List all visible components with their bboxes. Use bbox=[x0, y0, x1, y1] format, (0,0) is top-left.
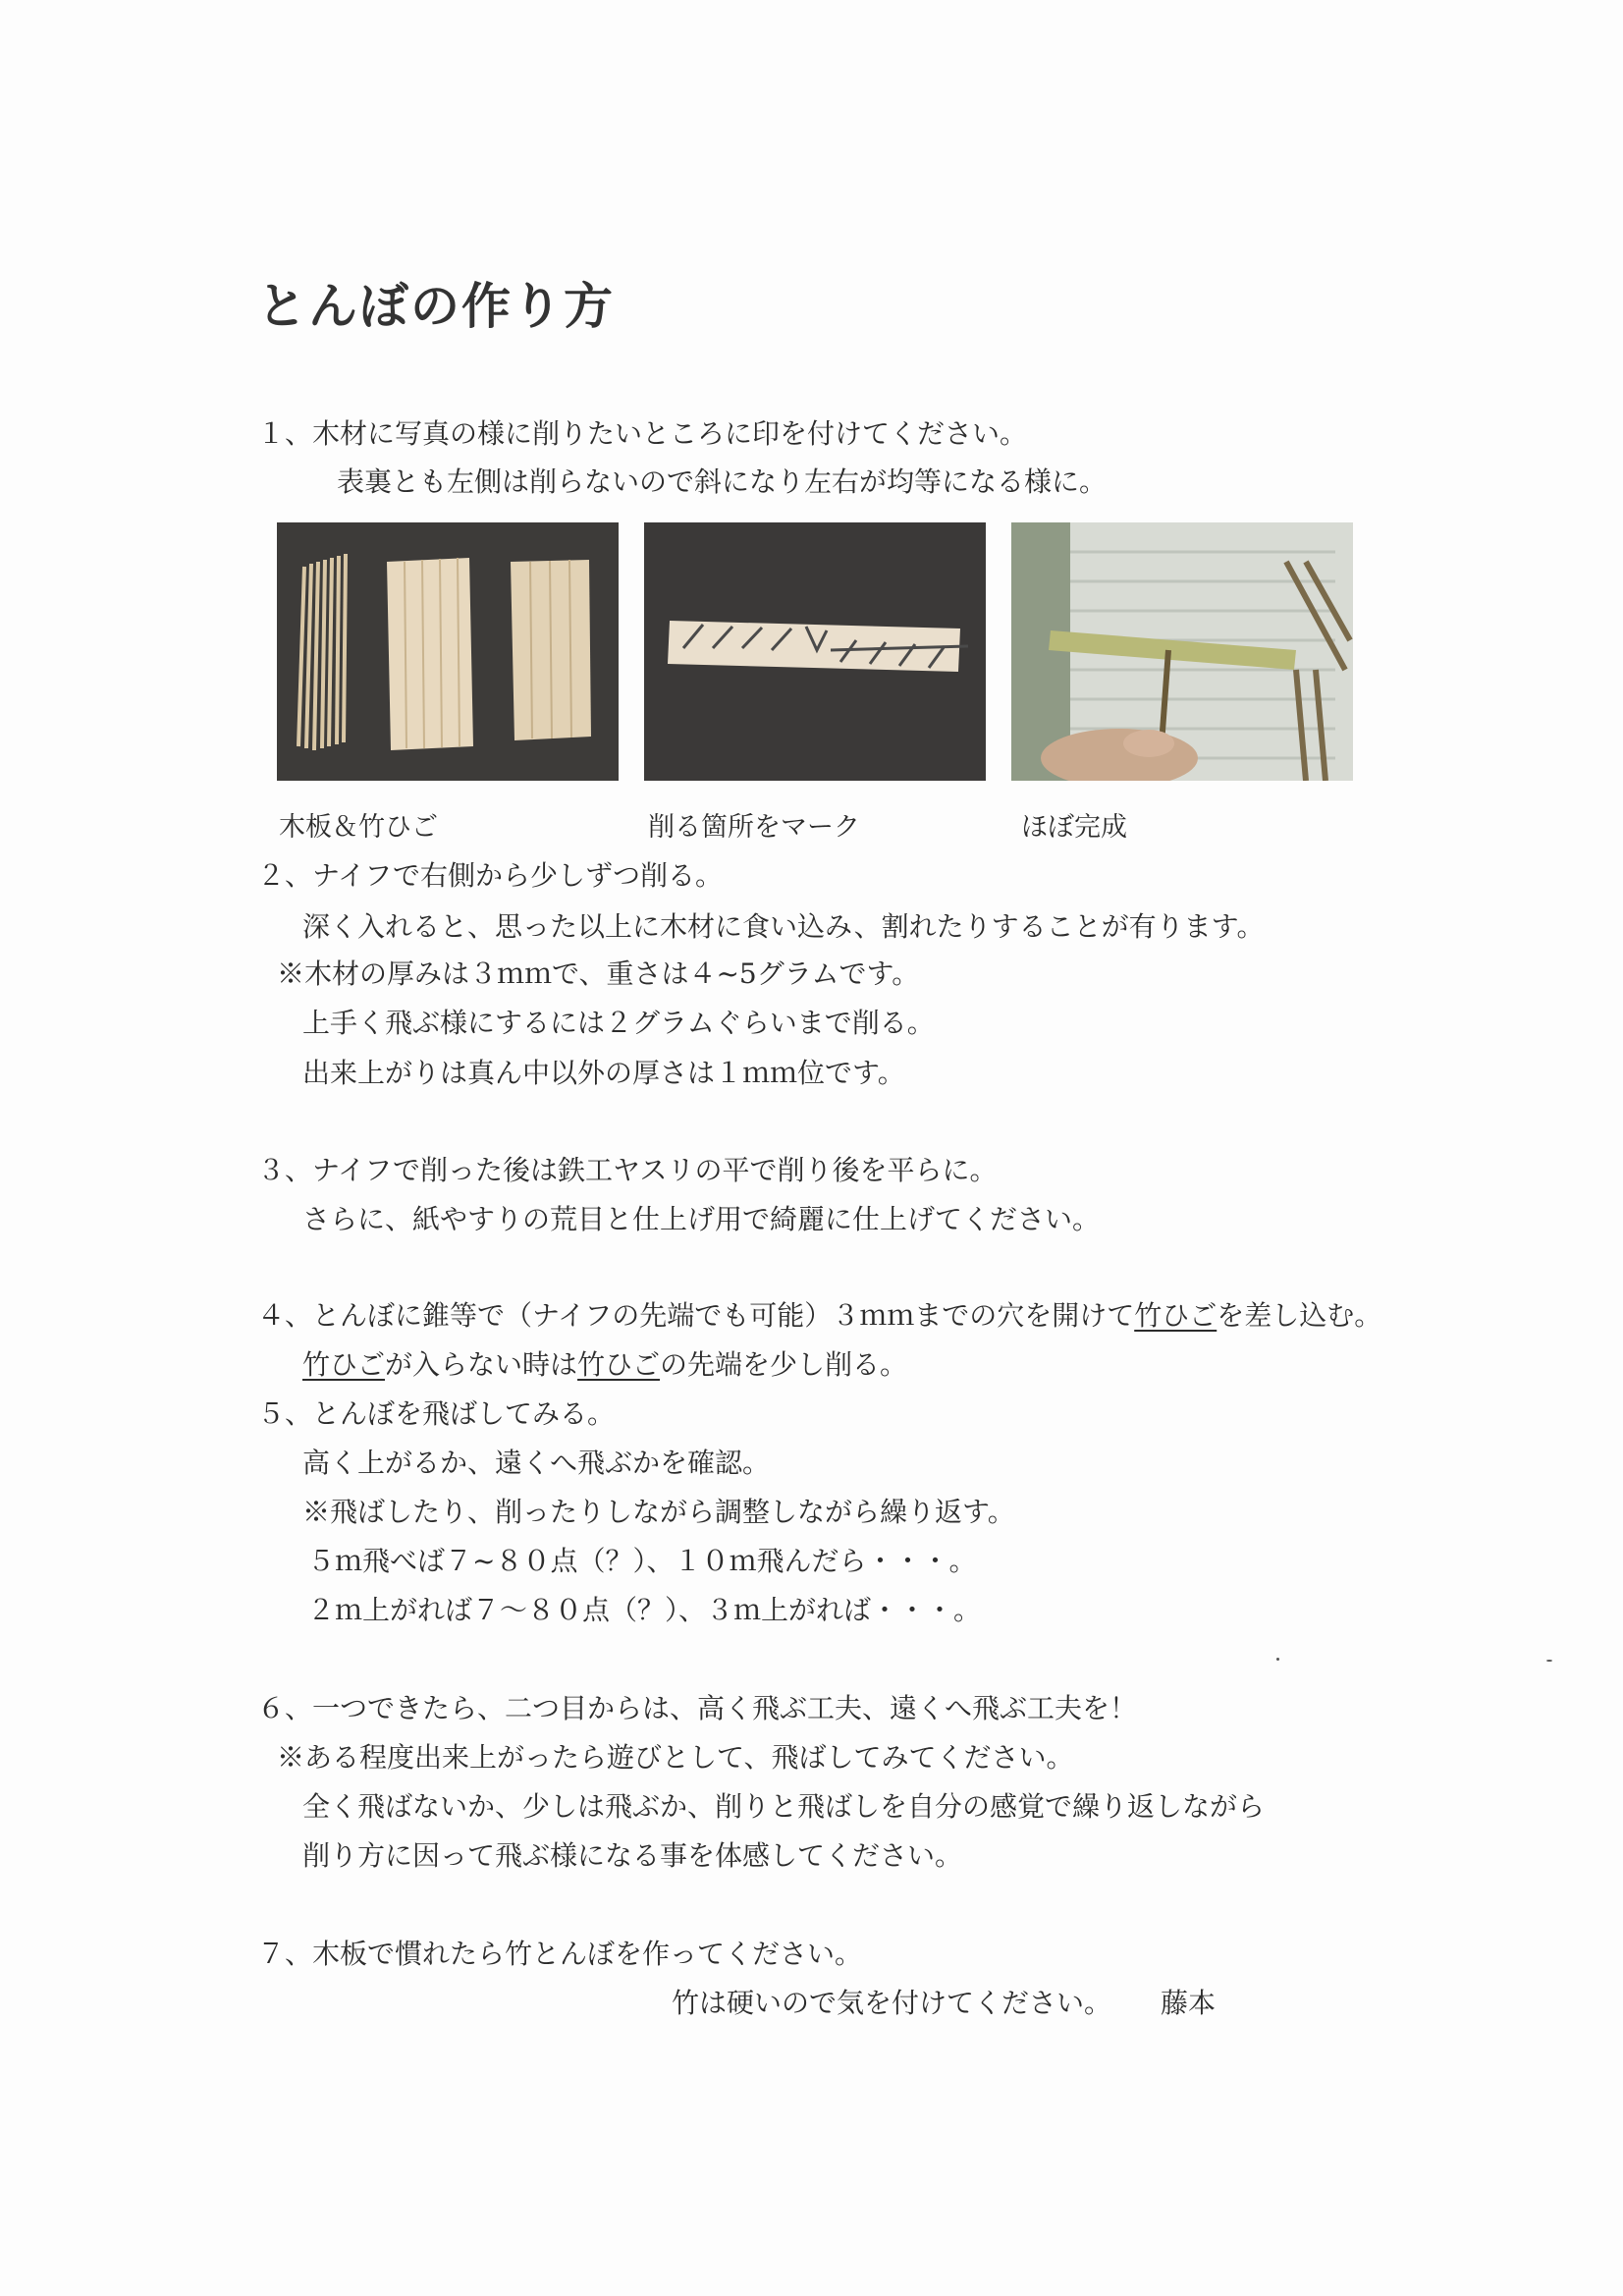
photo-caption-2: 削る箇所をマーク bbox=[648, 812, 860, 843]
step4-underlined-term: 竹ひご bbox=[1134, 1299, 1217, 1332]
step1-line2: 表裏とも左側は削らないので斜になり左右が均等になる様に。 bbox=[337, 465, 1108, 498]
scan-speck bbox=[1546, 1660, 1552, 1662]
step2-line5: 出来上がりは真ん中以外の厚さは１ｍｍ位です。 bbox=[302, 1057, 905, 1089]
author-name: 藤本 bbox=[1161, 1987, 1217, 2019]
step2-line2: 深く入れると、思った以上に木材に食い込み、割れたりすることが有ります。 bbox=[302, 910, 1265, 943]
step2-line4: 上手く飛ぶ様にするには２グラムぐらいまで削る。 bbox=[302, 1007, 935, 1039]
step5-line3: ※飛ばしたり、削ったりしながら調整しながら繰り返す。 bbox=[302, 1496, 1015, 1528]
nearly-finished-dragonfly-photo bbox=[1011, 522, 1353, 781]
step3-line1: ３、ナイフで削った後は鉄工ヤスリの平で削り後を平らに。 bbox=[257, 1154, 998, 1186]
step6-line2: ※ある程度出来上がったら遊びとして、飛ばしてみてください。 bbox=[277, 1741, 1074, 1774]
step4-underlined-term: 竹ひご bbox=[577, 1348, 661, 1381]
scan-speck bbox=[1276, 1658, 1279, 1661]
step7-line2: 竹は硬いので気を付けてください。 bbox=[672, 1987, 1112, 2019]
step2-line3: ※木材の厚みは３ｍｍで、重さは４~5グラムです。 bbox=[277, 957, 920, 990]
step6-line1: ６、一つできたら、二つ目からは、高く飛ぶ工夫、遠くへ飛ぶ工夫を！ bbox=[257, 1692, 1138, 1724]
step6-line4: 削り方に因って飛ぶ様になる事を体感してください。 bbox=[302, 1839, 963, 1872]
step5-line2: 高く上がるか、遠くへ飛ぶかを確認。 bbox=[302, 1447, 771, 1479]
step4-line2-text-b: の先端を少し削る。 bbox=[660, 1348, 908, 1381]
step4-line2-text-a: が入らない時は bbox=[385, 1348, 578, 1381]
photo-caption-3: ほぼ完成 bbox=[1021, 812, 1127, 843]
step5-line1: ５、とんぼを飛ばしてみる。 bbox=[257, 1397, 616, 1430]
step4-line1 bbox=[257, 1294, 1381, 1334]
step4-line1-text-a: ４、とんぼに錐等で（ナイフの先端でも可能）３ｍｍまでの穴を開けて bbox=[257, 1299, 1135, 1332]
step2-line1: ２、ナイフで右側から少しずつ削る。 bbox=[257, 859, 724, 892]
step5-line5: ２ｍ上がれば７～８０点（？）、３ｍ上がれば・・・。 bbox=[307, 1594, 982, 1626]
step4-line1-text-b: を差し込む。 bbox=[1217, 1299, 1382, 1332]
step1-line1: １、木材に写真の様に削りたいところに印を付けてください。 bbox=[257, 417, 1028, 450]
step4-line2 bbox=[302, 1343, 907, 1383]
step3-line2: さらに、紙やすりの荒目と仕上げ用で綺麗に仕上げてください。 bbox=[302, 1203, 1101, 1235]
marked-board-photo bbox=[644, 522, 986, 781]
photo-caption-1: 木板＆竹ひご bbox=[279, 812, 438, 843]
step5-line4: ５ｍ飛べば７~８０点（？）、１０ｍ飛んだら・・・。 bbox=[307, 1545, 977, 1577]
step7-line1: ７、木板で慣れたら竹とんぼを作ってください。 bbox=[257, 1938, 863, 1970]
wood-boards-and-bamboo-sticks-photo bbox=[277, 522, 619, 781]
page-title: とんぼの作り方 bbox=[257, 277, 615, 335]
step6-line3: 全く飛ばないか、少しは飛ぶか、削りと飛ばしを自分の感覚で繰り返しながら bbox=[302, 1790, 1266, 1823]
step4-underlined-term: 竹ひご bbox=[302, 1348, 386, 1381]
